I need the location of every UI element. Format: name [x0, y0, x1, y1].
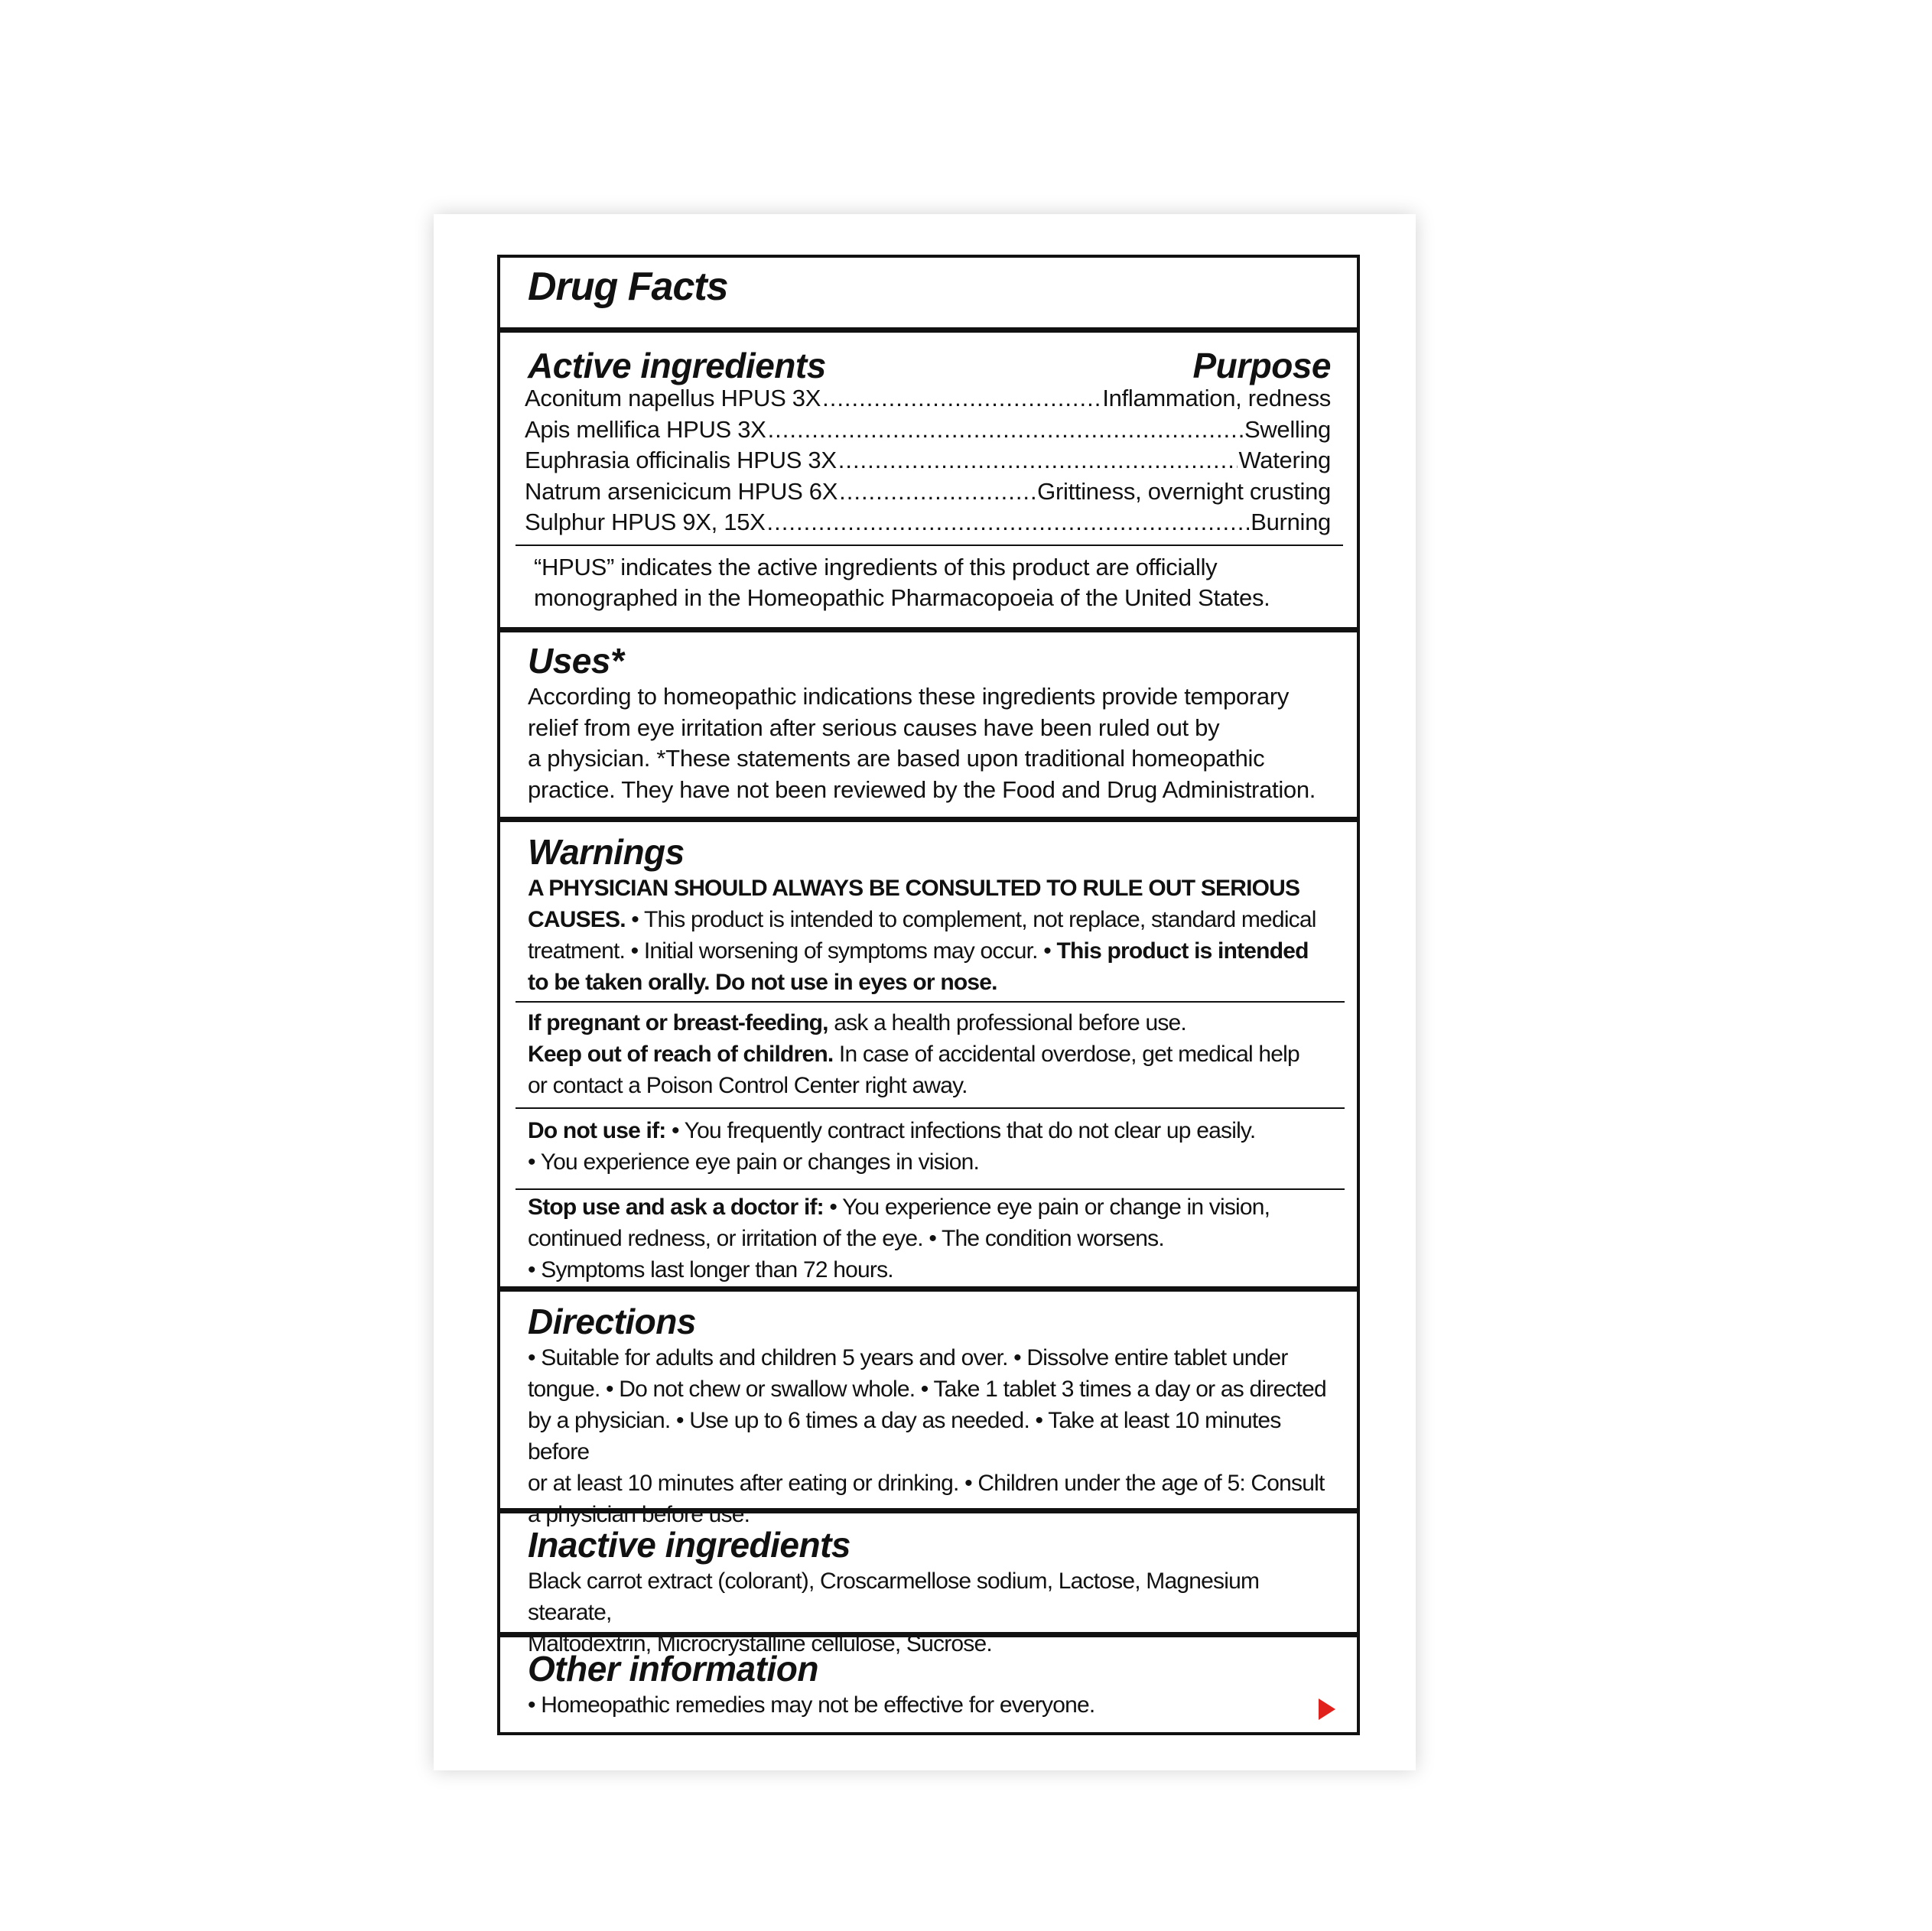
hpus-note: “HPUS” indicates the active ingredients of this product are officially monographed in the Homeopathic Pharmacopoeia of the United States.	[534, 553, 1270, 611]
drug-facts-panel	[497, 255, 1360, 1735]
uses-section: Uses* According to homeopathic indications these ingredients provide temporary relief from eye irritation after serious causes have been ruled out by a physician. *These statements are based upon traditional homeopathic practice. They have not been reviewed by the Food and Drug Administration.	[500, 627, 1357, 817]
ingredient-row: Aconitum napellus HPUS 3X ..... Inflammation, redness	[525, 383, 1331, 414]
other-information-text: • Homeopathic remedies may not be effective for everyone.	[528, 1692, 1095, 1718]
inactive-ingredients-heading: Inactive ingredients	[528, 1525, 851, 1565]
purpose-heading: Purpose	[1192, 346, 1331, 385]
pregnancy-warning: If pregnant or breast-feeding, ask a health professional before use. Keep out of reach of children. In case of accidental overdose, get medical help or contact a Poison Control Center right away.	[528, 1010, 1299, 1098]
active-ingredients-heading: Active ingredients	[528, 346, 826, 385]
active-ingredients-section	[500, 327, 1357, 627]
uses-heading: Uses*	[528, 641, 624, 681]
stop-use-warning: Stop use and ask a doctor if: • You experience eye pain or change in vision, continued redness, or irritation of the eye. • The condition worsens. • Symptoms last longer than 72 hours.	[528, 1195, 1270, 1282]
ingredient-row: Apis mellifica HPUS 3X ..... Swelling	[525, 414, 1331, 446]
other-information-section	[500, 1632, 1357, 1721]
warnings-section: Warnings A PHYSICIAN SHOULD ALWAYS BE CONSULTED TO RULE OUT SERIOUS CAUSES. • This product is intended to complement, not replace, standard medical treatment. • Initial worsening of symptoms may occur. • This product is intended to be taken orally. Do not use in eyes or nose. If pregnant or breast-feeding, ask a health professional before use. Keep out of reach of children. In case of accidental overdose, get medical help or contact a Poison Control Center right away. Do not use if: • You frequently contract infections that do not clear up easily. • You experience eye pain or changes in vision. Stop use and ask a doctor if: • You experience eye pain or change in vision, continued redness, or irritation of the eye. • The condition worsens. • Symptoms last longer than 72 hours.	[500, 817, 1357, 1286]
title-section	[500, 258, 1357, 327]
do-not-use-warning: Do not use if: • You frequently contract infections that do not clear up easily. • You experience eye pain or changes in vision.	[528, 1118, 1256, 1175]
ingredient-row: Natrum arsenicicum HPUS 6X ..... Grittiness, overnight crusting	[525, 476, 1331, 508]
inactive-ingredients-section: Inactive ingredients Black carrot extract (colorant), Croscarmellose sodium, Lactose, Magnesium stearate, Maltodextrin, Microcrystalline cellulose, Sucrose.	[500, 1508, 1357, 1632]
directions-section: Directions • Suitable for adults and children 5 years and over. • Dissolve entire tablet under tongue. • Do not chew or swallow whole. • Take 1 tablet 3 times a day or as directed by a physician. • Use up to 6 times a day as needed. • Take at least 10 minutes before or at least 10 minutes after eating or drinking. • Children under the age of 5: Consult a physician before use.	[500, 1286, 1357, 1508]
ingredient-row: Euphrasia officinalis HPUS 3X ..... Watering	[525, 445, 1331, 476]
continue-arrow-icon	[1319, 1699, 1335, 1720]
other-information-heading: Other information	[528, 1649, 818, 1689]
directions-heading: Directions	[528, 1302, 696, 1341]
ingredient-row: Sulphur HPUS 9X, 15X ..... Burning	[525, 507, 1331, 538]
page-title: Drug Facts	[528, 265, 728, 309]
warnings-heading: Warnings	[528, 832, 685, 872]
